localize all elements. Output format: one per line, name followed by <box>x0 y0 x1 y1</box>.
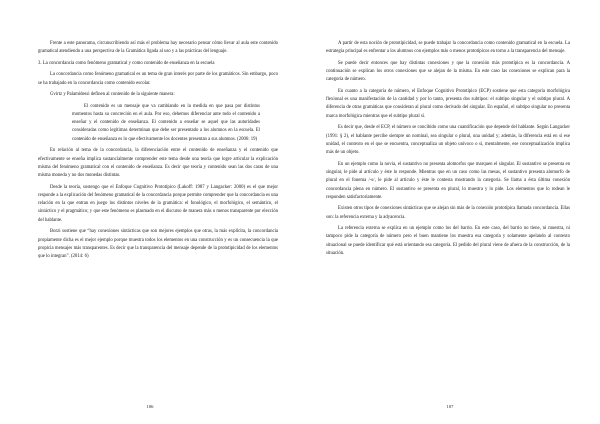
paragraph: La concordancia como fenómeno gramatical es un tema de gran interés por parte de los gramáticos. Sin embargo, poco se ha trabajado en la concordancia como contenido escolar. <box>38 72 278 86</box>
section-heading: 3. La concordancia como fenómeno gramatical y como contenido de enseñanza en la escuela <box>38 60 215 66</box>
right-page <box>300 0 600 424</box>
paragraph: Borzi sostiene que “hay conexiones sintácticas que son mejores ejemplos que otras, la más explícita, la concordancia propiamente dicha es el mejor ejemplo porque muestra todos los elementos en una construcción y es un consecuencia la que propicia mensajes más transparentes. Es decir que la transparencia del mensaje depende de la prototipicidad de los elementos que lo integran”. (2014: 6) <box>38 229 278 260</box>
paragraph: Frente a este panorama, circunscribiendo así más el problema hay necesario pensar cómo llevar al aula este contenido gramatical atendiendo a una perspectiva de la Gramática ligada al uso y a las prácticas del lenguaje. <box>38 41 278 55</box>
paragraph: Existen otros tipos de conexiones sintácticas que se alejan sin más de la conexión prototípica llamada concordancia. Ellas son: la referencia externa y la adyacencia. <box>326 206 570 220</box>
paragraph: En relación al tema de la concordancia, la diferenciación entre el contenido de enseñanza y el contenido que efectivamente se enseña implica sustancialmente comprender este tema desde una teoría que logre articular la explicación misma del fenómeno gramatical con el contenido de enseñanza. Es decir que teoría y contenido sean las dos caras de una misma moneda y no dos monedas distintas. <box>38 148 278 179</box>
quote-text: El contenido es un mensaje que va cambiando en la medida en que pasa por distintos momentos hasta su concreción en el aula. Por eso, debemos diferenciar ante todo el contenido a enseñar y el contenido de enseñanza. El contenido a enseñar se aquel que las autoridades consideradas como legítimas determinan que debe ser presentado a los alumnos en la escuela. El contenido de enseñanza es lo que efectivamente los docentes presentan a sus alumnos. (2006: 19) <box>72 103 260 142</box>
paragraph: En cuanto a la categoría de número, el Enfoque Cognitivo Prototípico (ECP) sostiene que esta categoría morfológica flexional es una manifestación de la cantidad y por lo tanto, presenta dos subtipos: el subtipo singular y el subtipo plural. A diferencia de otras gramáticas que consideran al plural como derivado del singular. En español, el subtipo singular no presenta marca morfológica mientras que el subtipo plural sí. <box>326 88 570 119</box>
paragraph: En un ejemplo como la novia, el sustantivo no presenta alomorfos que marquen el singular. El sustantivo se presenta en singular, le pide al artículo y éste lo responde. Mientras que en un caso como las mesas, el sustantivo presenta alomorfo de plural en el fonema /-s/, le pide al artículo y éste le contesta mostrando la categoría. Se llama a ésta última conexión concordancia plena en número. El sustantivo se presenta en plural, lo muestra y lo pide. Los elementos que lo rodean le responden satisfactoriamente. <box>326 161 570 200</box>
paragraph: A partir de esta noción de prototipicidad, se puede trabajar la concordancia como contenido gramatical en la escuela. La estrategia principal es enfrentar a los alumnos con ejemplos más o menos prototípicos en torno a la transparencia del mensaje. <box>326 41 570 55</box>
paragraph: Gvirtz y Palamidessi definen al contenido de la siguiente manera: <box>50 92 175 98</box>
page-number: 107 <box>446 404 454 409</box>
right-text-column <box>326 40 570 261</box>
left-text-column <box>38 40 278 265</box>
paragraph: Desde la teoría, sostengo que el Enfoque Cognitivo Prototípico (Lakoff: 1987 y Langacker: 2000) es el que mejor responde a la explicación del fenómeno gramatical de la concordancia porque permite comprender que la concordancia es una relación en la que entran en juego los distintos niveles de la gramática: el fonológico, el morfológico, el semántico, el sintáctico y el pragmático; y que este fenómeno es plasmado en el discurso de manera más o menos transparente por elección del hablante. <box>38 184 278 223</box>
paragraph: La referencia externa se explica en un ejemplo como los del barrio. En este caso, del barrio no tiene, ni muestra, ni tampoco pide la categoría de número pero el buen mantiene los muestra esa categoría y solamente apelando al contexto situacional se puede identificar qué está orientando esa categoría. El pedido del plural viene de afuera de la construcción, de la situación. <box>326 226 570 256</box>
block-quote <box>72 103 260 144</box>
page-number: 106 <box>146 404 154 409</box>
paragraph: Es decir que, desde el ECP, el número se concibido como una cuantificación que depende del hablante. Según Langacker (1991: § 2), el hablante percibe siempre un nominal, sea singular o plural, una unidad y; además, la diferencia está en si ese unidad, el contexto en el que se encuentra, conceptualiza un objeto unívoco o si, mentalmente, ese conceptualización implica más de un objeto. <box>326 125 570 156</box>
paragraph: Se puede decir entonces que hay distintas conexiones y que la conexión más prototípica es la concordancia. A continuación se explican los otros conexiones que se alejan de la misma. En este caso las conexiones se explican para la categoría de número. <box>326 60 570 83</box>
